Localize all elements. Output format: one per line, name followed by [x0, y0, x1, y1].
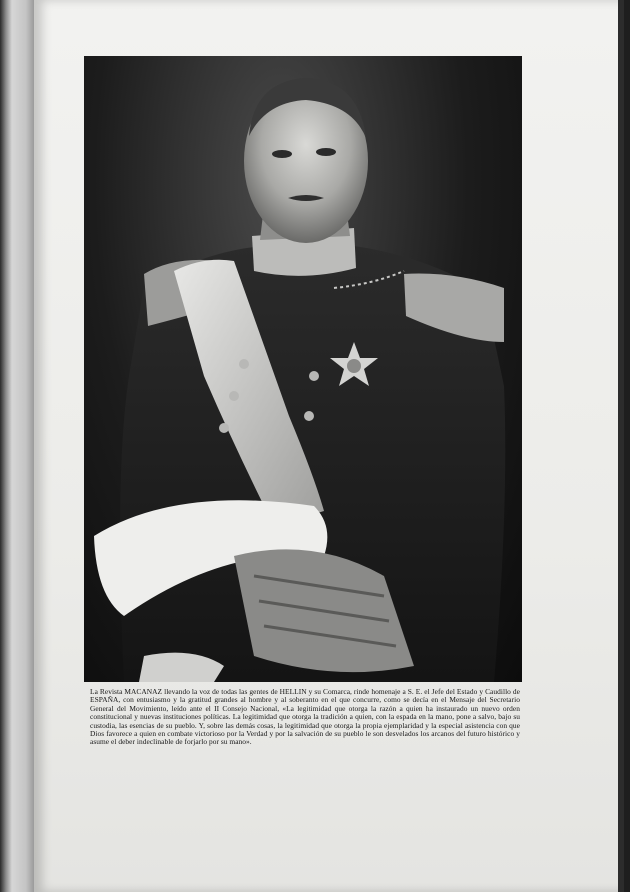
portrait-photograph	[84, 56, 522, 682]
caption-text	[90, 688, 520, 747]
magazine-page	[34, 0, 624, 892]
page-right-edge	[618, 0, 624, 892]
book-spine	[0, 0, 34, 892]
caption-paragraph: La Revista MACANAZ llevando la voz de todas las gentes de HELLIN y su Comarca, rinde homenaje a S. E. el Jefe del Estado y Caudillo de ESPAÑA, con entusiasmo y la gratitud grandes al hombre y al soberanto en el que concurre, como se decía en el Mensaje del Secretario General del Movimiento, leído ante el II Consejo Nacional, «La legitimidad que otorga la razón a quien ha instaurado un nuevo orden constitucional y nuevas instituciones políticas. La legitimidad que otorga la tradición a quien, con la espada en la mano, pone a salvo, bajo su custodia, las esencias de su pueblo. Y, sobre las demás cosas, la legitimidad que otorga la propia ejemplaridad y la especial asistencia con que Dios favorece a quien en combate victorioso por la Verdad y por la salvación de su pueblo le son desvelados los arcanos del futuro histórico y asume el deber indeclinable de forjarlo por su mano».	[90, 687, 520, 747]
